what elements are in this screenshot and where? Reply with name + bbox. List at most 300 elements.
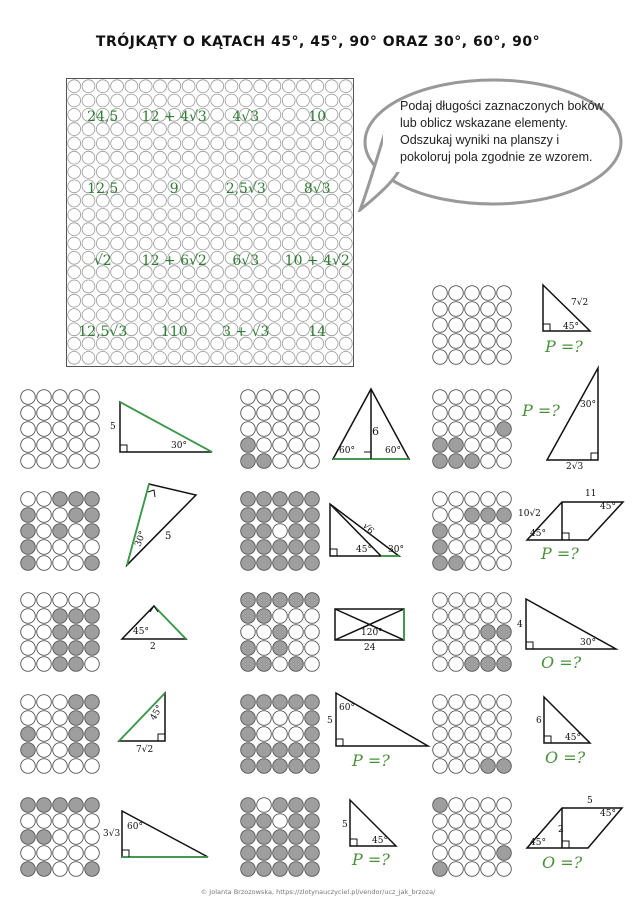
- triangle-13: [122, 811, 208, 857]
- pattern-circle: [273, 798, 288, 813]
- pattern-circle: [305, 508, 320, 523]
- pattern-circle: [21, 524, 36, 539]
- pattern-circle: [273, 625, 288, 640]
- pattern-circle: [497, 830, 512, 845]
- pattern-circle: [241, 609, 256, 624]
- pattern-circle: [21, 657, 36, 672]
- pattern-circle: [257, 540, 272, 555]
- pattern-circle: [273, 492, 288, 507]
- pattern-circle: [289, 846, 304, 861]
- pattern-circle: [497, 438, 512, 453]
- pattern-circle: [305, 695, 320, 710]
- pattern-circle: [433, 508, 448, 523]
- pattern-circle: [433, 334, 448, 349]
- pattern-circle: [465, 798, 480, 813]
- pattern-circle: [53, 814, 68, 829]
- pattern-circle: [53, 743, 68, 758]
- pattern-circle: [53, 830, 68, 845]
- pattern-circle: [481, 743, 496, 758]
- pattern-circle: [289, 814, 304, 829]
- pattern-circle: [289, 759, 304, 774]
- t0-question: P =?: [545, 337, 583, 356]
- pattern-circle: [481, 814, 496, 829]
- pattern-circle: [289, 390, 304, 405]
- pattern-circle: [241, 390, 256, 405]
- pattern-circle: [69, 454, 84, 469]
- pattern-circle: [497, 302, 512, 317]
- pattern-circle: [21, 609, 36, 624]
- pattern-circle: [481, 641, 496, 656]
- pattern-circle: [37, 727, 52, 742]
- pattern-circle: [497, 524, 512, 539]
- pattern-circle: [497, 846, 512, 861]
- pattern-circle: [433, 862, 448, 877]
- pattern-circle: [273, 454, 288, 469]
- pattern-circle: [241, 593, 256, 608]
- pattern-circle: [449, 711, 464, 726]
- footer-credit: © Jolanta Brzozowska, https://zlotynauczyciel.pl/vendor/ucz_jak_brzoza/: [200, 888, 436, 896]
- pattern-circle: [53, 759, 68, 774]
- pattern-circle: [481, 657, 496, 672]
- pattern-circle: [465, 695, 480, 710]
- pattern-circle: [497, 406, 512, 421]
- pattern-circle: [241, 711, 256, 726]
- pattern-circle: [21, 830, 36, 845]
- pattern-circle: [497, 609, 512, 624]
- pattern-circle: [305, 556, 320, 571]
- pattern-circle: [21, 759, 36, 774]
- pattern-grid-13: [20, 797, 100, 877]
- t2-angle-1: 60°: [339, 446, 355, 456]
- pattern-circle: [53, 593, 68, 608]
- pattern-circle: [481, 711, 496, 726]
- pattern-circle: [305, 862, 320, 877]
- pattern-circle: [465, 846, 480, 861]
- t5-side: √6: [360, 521, 376, 537]
- pattern-circle: [85, 422, 100, 437]
- pattern-circle: [433, 625, 448, 640]
- pattern-circle: [433, 846, 448, 861]
- board-value: 110: [160, 324, 188, 341]
- t13-angle: 60°: [127, 822, 143, 832]
- pattern-circle: [433, 657, 448, 672]
- board-value: 12 + 6√2: [141, 252, 207, 269]
- pattern-circle: [465, 508, 480, 523]
- pattern-circle: [449, 743, 464, 758]
- pattern-circle: [21, 492, 36, 507]
- pattern-circle: [449, 814, 464, 829]
- pattern-circle: [449, 508, 464, 523]
- pattern-circle: [85, 609, 100, 624]
- pattern-circle: [481, 286, 496, 301]
- pattern-circle: [273, 508, 288, 523]
- triangle-11: [336, 693, 428, 746]
- pattern-circle: [257, 743, 272, 758]
- pattern-circle: [289, 406, 304, 421]
- pattern-circle: [69, 625, 84, 640]
- pattern-circle: [37, 846, 52, 861]
- pattern-circle: [481, 524, 496, 539]
- pattern-circle: [257, 711, 272, 726]
- pattern-circle: [289, 625, 304, 640]
- pattern-circle: [273, 711, 288, 726]
- pattern-circle: [85, 759, 100, 774]
- pattern-circle: [449, 318, 464, 333]
- pattern-circle: [433, 350, 448, 365]
- t11-question: P =?: [352, 751, 390, 770]
- pattern-circle: [433, 609, 448, 624]
- pattern-circle: [433, 759, 448, 774]
- pattern-circle: [53, 862, 68, 877]
- pattern-circle: [289, 556, 304, 571]
- pattern-circle: [37, 743, 52, 758]
- pattern-circle: [37, 593, 52, 608]
- pattern-circle: [241, 743, 256, 758]
- pattern-circle: [449, 524, 464, 539]
- pattern-circle: [21, 406, 36, 421]
- pattern-grid-3: [432, 389, 512, 469]
- pattern-circle: [21, 695, 36, 710]
- pattern-circle: [481, 609, 496, 624]
- pattern-circle: [273, 846, 288, 861]
- pattern-circle: [449, 350, 464, 365]
- pattern-circle: [241, 814, 256, 829]
- pattern-circle: [257, 695, 272, 710]
- pattern-circle: [497, 318, 512, 333]
- pattern-circle: [85, 862, 100, 877]
- pattern-circle: [305, 593, 320, 608]
- pattern-circle: [257, 556, 272, 571]
- pattern-circle: [305, 641, 320, 656]
- pattern-circle: [433, 422, 448, 437]
- t6-angle-2: 45°: [600, 502, 616, 512]
- pattern-circle: [85, 406, 100, 421]
- pattern-circle: [449, 406, 464, 421]
- pattern-circle: [53, 609, 68, 624]
- pattern-circle: [241, 492, 256, 507]
- pattern-circle: [465, 556, 480, 571]
- pattern-circle: [273, 406, 288, 421]
- pattern-circle: [21, 593, 36, 608]
- pattern-circle: [289, 438, 304, 453]
- pattern-circle: [497, 862, 512, 877]
- t15-angle-1: 45°: [530, 838, 546, 848]
- pattern-circle: [273, 593, 288, 608]
- pattern-circle: [21, 540, 36, 555]
- t3-question: P =?: [522, 401, 560, 420]
- pattern-circle: [481, 438, 496, 453]
- t13-side: 3√3: [103, 829, 121, 839]
- t3-side: 2√3: [566, 462, 584, 472]
- pattern-circle: [433, 540, 448, 555]
- pattern-circle: [85, 492, 100, 507]
- pattern-circle: [465, 657, 480, 672]
- pattern-circle: [241, 422, 256, 437]
- pattern-circle: [241, 798, 256, 813]
- pattern-circle: [37, 508, 52, 523]
- pattern-circle: [273, 438, 288, 453]
- pattern-circle: [305, 438, 320, 453]
- pattern-circle: [305, 743, 320, 758]
- pattern-circle: [481, 302, 496, 317]
- pattern-circle: [85, 798, 100, 813]
- pattern-circle: [497, 657, 512, 672]
- pattern-circle: [257, 609, 272, 624]
- pattern-circle: [305, 759, 320, 774]
- pattern-circle: [449, 334, 464, 349]
- pattern-circle: [69, 743, 84, 758]
- pattern-circle: [433, 695, 448, 710]
- pattern-circle: [433, 454, 448, 469]
- pattern-circle: [449, 609, 464, 624]
- pattern-circle: [481, 759, 496, 774]
- pattern-circle: [497, 727, 512, 742]
- pattern-circle: [305, 830, 320, 845]
- pattern-circle: [69, 657, 84, 672]
- pattern-circle: [241, 641, 256, 656]
- pattern-circle: [69, 830, 84, 845]
- pattern-circle: [69, 406, 84, 421]
- triangle-9: [526, 599, 616, 649]
- pattern-circle: [85, 830, 100, 845]
- pattern-circle: [85, 695, 100, 710]
- t12-side: 6: [536, 716, 542, 726]
- pattern-circle: [85, 657, 100, 672]
- pattern-circle: [53, 711, 68, 726]
- pattern-circle: [273, 695, 288, 710]
- pattern-circle: [289, 657, 304, 672]
- pattern-circle: [497, 641, 512, 656]
- pattern-circle: [289, 422, 304, 437]
- t1-angle: 30°: [171, 441, 187, 451]
- pattern-circle: [289, 454, 304, 469]
- pattern-circle: [37, 492, 52, 507]
- pattern-circle: [37, 524, 52, 539]
- pattern-circle: [465, 492, 480, 507]
- pattern-circle: [305, 814, 320, 829]
- pattern-circle: [481, 556, 496, 571]
- pattern-circle: [53, 524, 68, 539]
- pattern-circle: [289, 798, 304, 813]
- board-value: 12,5√3: [78, 324, 128, 341]
- t11-angle: 60°: [339, 703, 355, 713]
- pattern-grid-10: [20, 694, 100, 774]
- pattern-circle: [465, 625, 480, 640]
- pattern-grid-4: [20, 491, 100, 571]
- pattern-circle: [305, 524, 320, 539]
- pattern-circle: [53, 846, 68, 861]
- pattern-circle: [481, 334, 496, 349]
- pattern-circle: [273, 390, 288, 405]
- pattern-circle: [37, 540, 52, 555]
- pattern-circle: [305, 422, 320, 437]
- pattern-circle: [449, 641, 464, 656]
- pattern-circle: [433, 406, 448, 421]
- pattern-circle: [449, 727, 464, 742]
- pattern-circle: [449, 454, 464, 469]
- pattern-circle: [465, 862, 480, 877]
- t10-side: 7√2: [136, 745, 154, 755]
- board-value: 12 + 4√3: [141, 109, 207, 125]
- pattern-circle: [449, 556, 464, 571]
- board-values: [67, 79, 353, 366]
- pattern-circle: [273, 556, 288, 571]
- pattern-circle: [21, 862, 36, 877]
- pattern-circle: [305, 657, 320, 672]
- pattern-circle: [449, 286, 464, 301]
- pattern-grid-15: [432, 797, 512, 877]
- t8-angle: 120°: [361, 628, 383, 638]
- pattern-circle: [497, 743, 512, 758]
- pattern-circle: [37, 406, 52, 421]
- pattern-circle: [21, 390, 36, 405]
- pattern-circle: [69, 814, 84, 829]
- pattern-circle: [37, 556, 52, 571]
- pattern-circle: [449, 593, 464, 608]
- pattern-circle: [37, 862, 52, 877]
- pattern-circle: [481, 318, 496, 333]
- board-value: √2: [93, 252, 112, 269]
- pattern-circle: [241, 695, 256, 710]
- t9-question: O =?: [541, 653, 582, 672]
- pattern-circle: [465, 711, 480, 726]
- pattern-circle: [257, 406, 272, 421]
- pattern-circle: [497, 593, 512, 608]
- pattern-circle: [37, 454, 52, 469]
- t7-side: 2: [150, 642, 156, 652]
- t2-angle-2: 60°: [385, 446, 401, 456]
- pattern-circle: [257, 798, 272, 813]
- pattern-circle: [497, 334, 512, 349]
- pattern-circle: [273, 540, 288, 555]
- pattern-circle: [85, 540, 100, 555]
- pattern-circle: [449, 759, 464, 774]
- pattern-circle: [53, 390, 68, 405]
- pattern-circle: [273, 862, 288, 877]
- pattern-circle: [465, 609, 480, 624]
- t15-angle-2: 45°: [600, 809, 616, 819]
- pattern-circle: [481, 508, 496, 523]
- pattern-circle: [465, 286, 480, 301]
- pattern-circle: [273, 524, 288, 539]
- pattern-circle: [53, 556, 68, 571]
- t14-angle: 45°: [372, 836, 388, 846]
- pattern-circle: [257, 830, 272, 845]
- pattern-circle: [85, 593, 100, 608]
- pattern-circle: [497, 508, 512, 523]
- pattern-circle: [257, 759, 272, 774]
- pattern-circle: [37, 759, 52, 774]
- pattern-circle: [53, 508, 68, 523]
- pattern-circle: [257, 862, 272, 877]
- pattern-circle: [85, 711, 100, 726]
- pattern-circle: [497, 540, 512, 555]
- pattern-circle: [69, 711, 84, 726]
- pattern-circle: [69, 556, 84, 571]
- pattern-circle: [37, 625, 52, 640]
- pattern-circle: [21, 625, 36, 640]
- pattern-circle: [69, 609, 84, 624]
- pattern-circle: [85, 846, 100, 861]
- pattern-circle: [465, 302, 480, 317]
- pattern-grid-5: [240, 491, 320, 571]
- board-value: 6√3: [232, 252, 260, 269]
- pattern-circle: [289, 524, 304, 539]
- pattern-circle: [37, 657, 52, 672]
- t6-side: 10√2: [518, 509, 541, 519]
- board-value: 10: [308, 109, 327, 125]
- pattern-circle: [433, 814, 448, 829]
- t6-question: P =?: [541, 544, 579, 563]
- pattern-circle: [257, 625, 272, 640]
- pattern-circle: [257, 454, 272, 469]
- t12-angle: 45°: [565, 733, 581, 743]
- pattern-circle: [273, 727, 288, 742]
- pattern-circle: [481, 830, 496, 845]
- pattern-circle: [273, 814, 288, 829]
- pattern-circle: [289, 695, 304, 710]
- pattern-circle: [449, 422, 464, 437]
- pattern-circle: [21, 727, 36, 742]
- pattern-circle: [433, 438, 448, 453]
- pattern-grid-7: [20, 592, 100, 672]
- pattern-circle: [481, 862, 496, 877]
- pattern-circle: [69, 524, 84, 539]
- pattern-circle: [53, 727, 68, 742]
- pattern-circle: [53, 625, 68, 640]
- board-value: 8√3: [303, 180, 331, 197]
- pattern-grid-8: [240, 592, 320, 672]
- pattern-circle: [481, 350, 496, 365]
- pattern-circle: [289, 641, 304, 656]
- pattern-circle: [465, 759, 480, 774]
- pattern-circle: [465, 406, 480, 421]
- pattern-circle: [241, 862, 256, 877]
- triangle-4: [127, 484, 196, 565]
- pattern-circle: [85, 625, 100, 640]
- t15-top: 5: [587, 796, 593, 806]
- t8-side: 24: [364, 643, 376, 653]
- pattern-circle: [449, 625, 464, 640]
- pattern-circle: [241, 846, 256, 861]
- pattern-circle: [465, 524, 480, 539]
- board-value: 3 + √3: [222, 324, 270, 341]
- pattern-circle: [273, 609, 288, 624]
- pattern-circle: [433, 743, 448, 758]
- pattern-circle: [481, 492, 496, 507]
- pattern-circle: [53, 540, 68, 555]
- t15-question: O =?: [542, 853, 583, 872]
- pattern-circle: [465, 814, 480, 829]
- pattern-grid-1: [20, 389, 100, 469]
- pattern-circle: [289, 609, 304, 624]
- pattern-circle: [69, 846, 84, 861]
- pattern-circle: [85, 508, 100, 523]
- pattern-circle: [241, 830, 256, 845]
- pattern-circle: [497, 814, 512, 829]
- pattern-grid-12: [432, 694, 512, 774]
- pattern-circle: [85, 454, 100, 469]
- pattern-circle: [305, 540, 320, 555]
- pattern-circle: [37, 641, 52, 656]
- pattern-circle: [497, 798, 512, 813]
- pattern-circle: [241, 727, 256, 742]
- pattern-circle: [37, 609, 52, 624]
- pattern-circle: [69, 508, 84, 523]
- pattern-circle: [69, 492, 84, 507]
- pattern-circle: [37, 695, 52, 710]
- pattern-circle: [481, 798, 496, 813]
